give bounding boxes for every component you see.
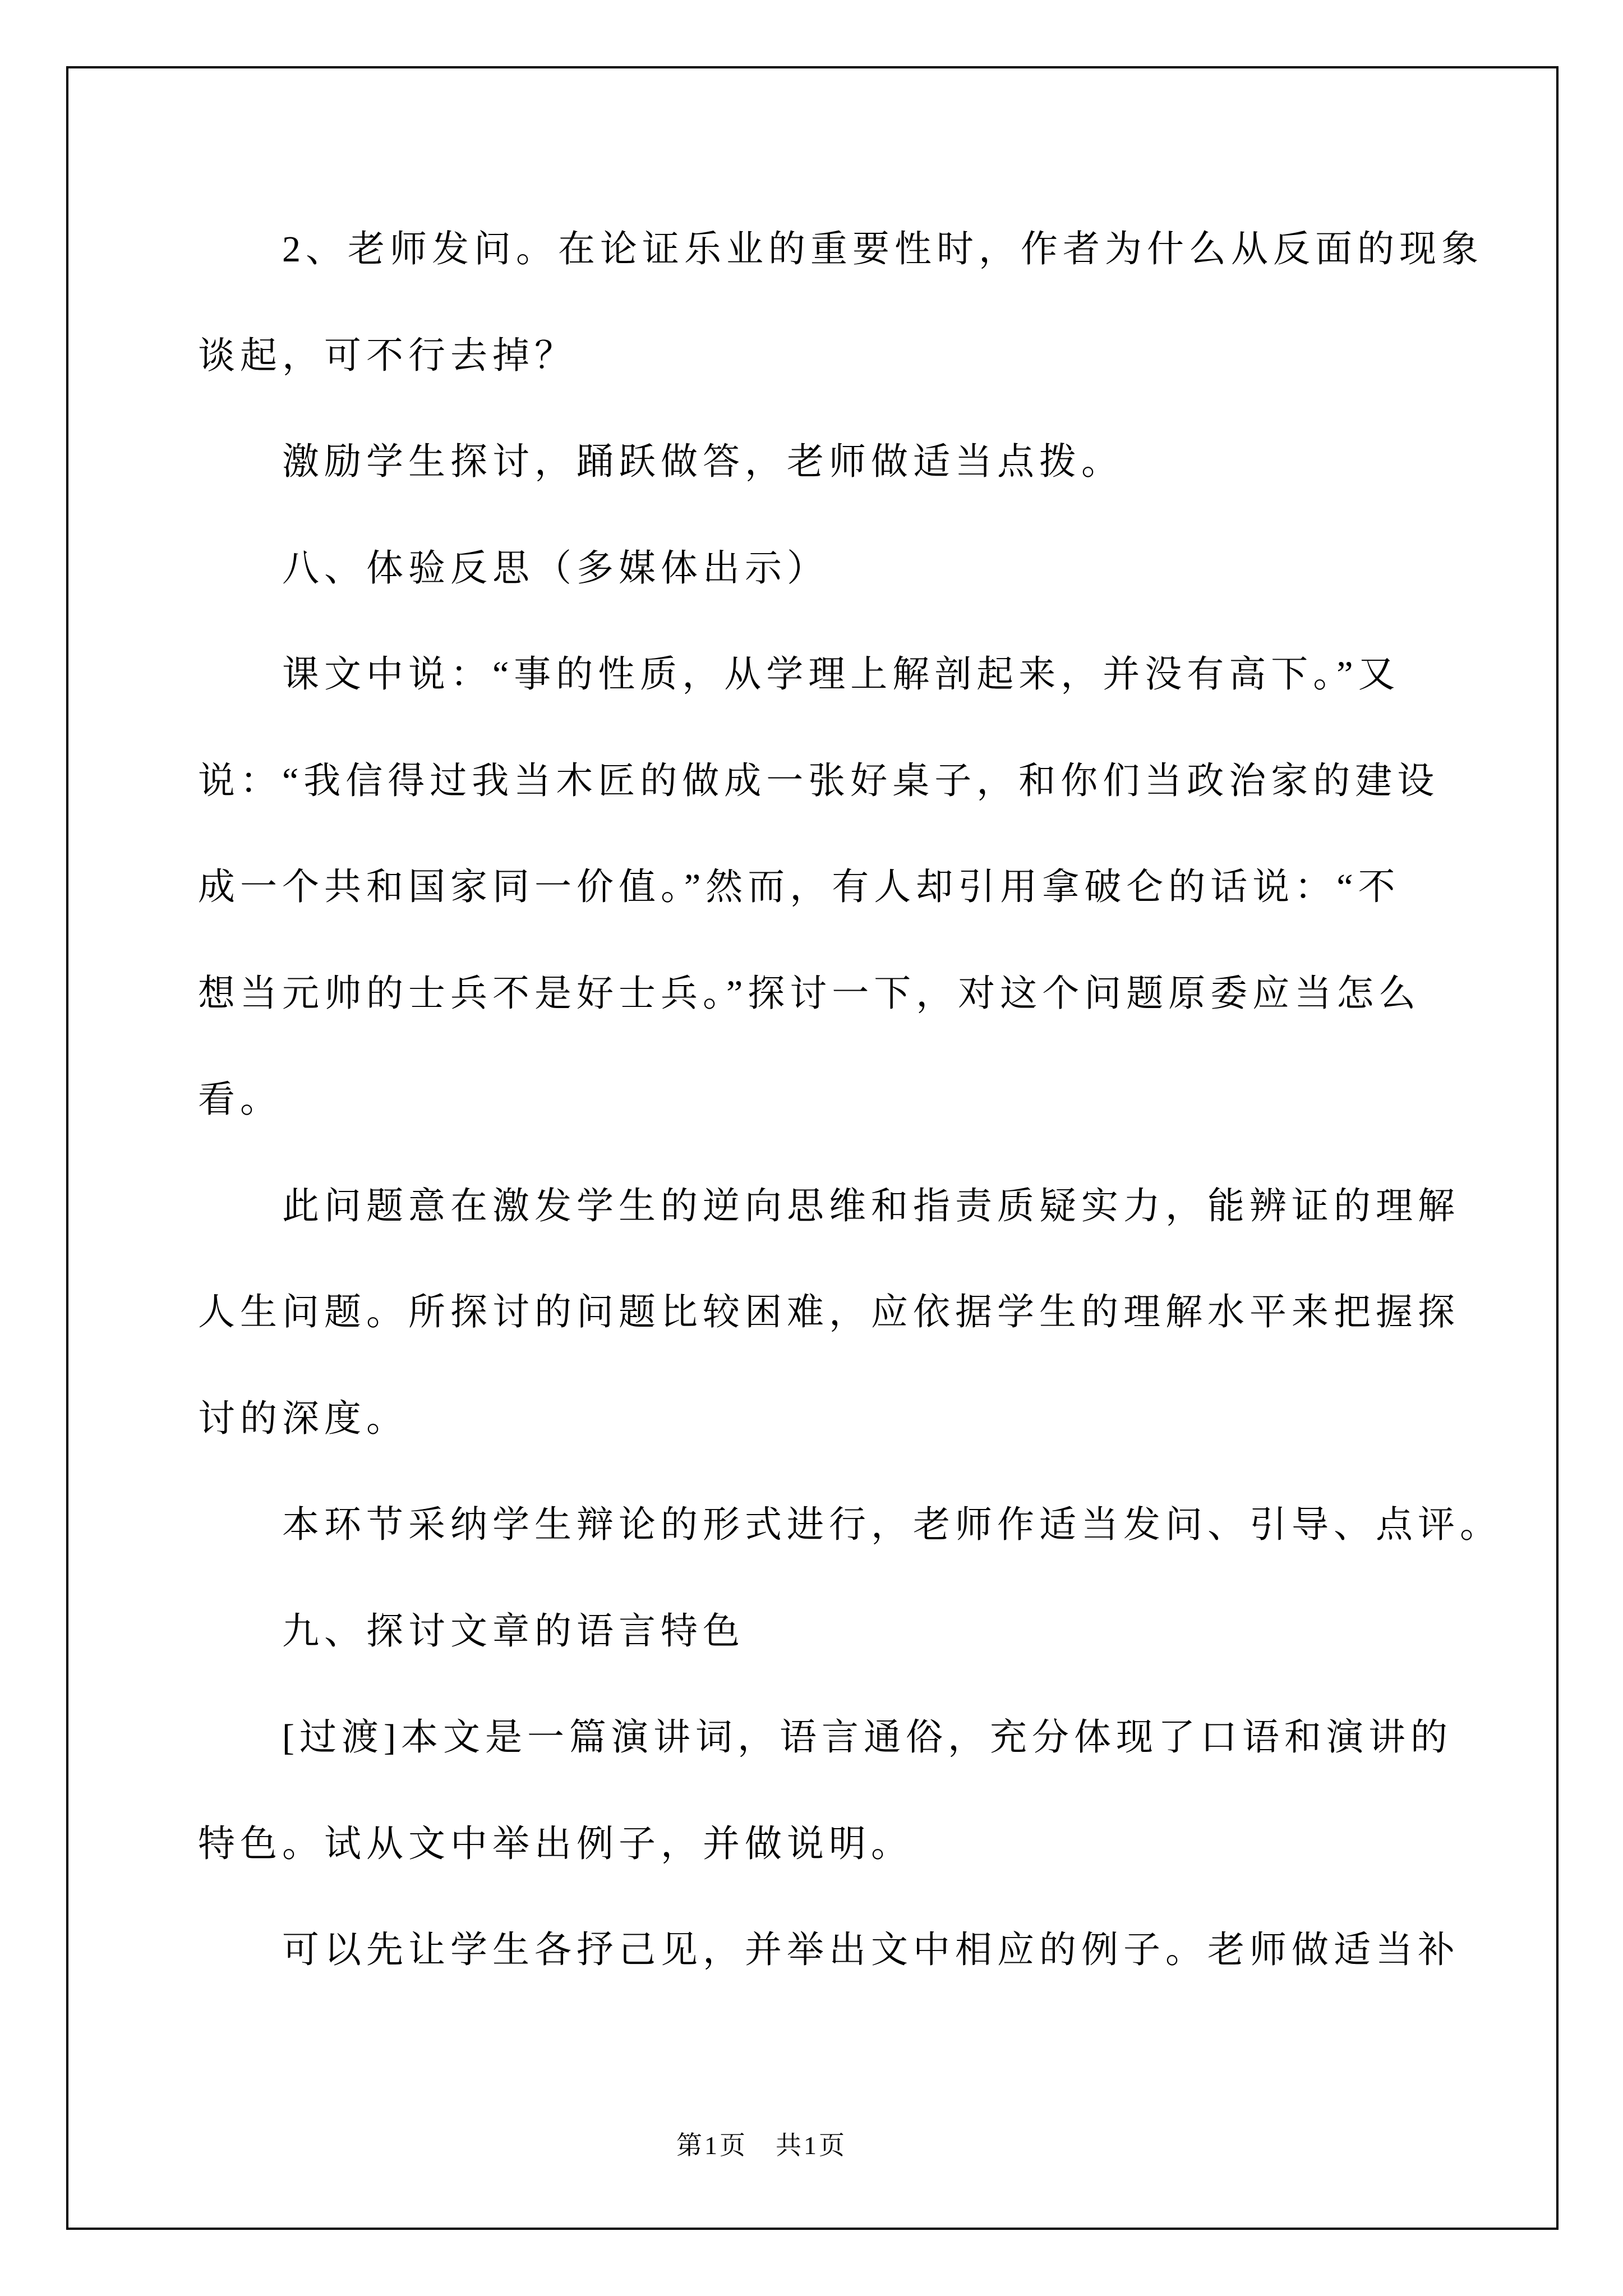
text-line: 特色。试从文中举出例子，并做说明。 (198, 1823, 913, 1865)
text-line: 激励学生探讨，踊跃做答，老师做适当点拨。 (282, 441, 1123, 482)
text-line: 课文中说：“事的性质，从学理上解剖起来，并没有高下。”又 (282, 654, 1400, 695)
text-line: 此问题意在激发学生的逆向思维和指责质疑实力，能辨证的理解 (282, 1185, 1460, 1227)
text-line: 人生问题。所探讨的问题比较困难，应依据学生的理解水平来把握探 (198, 1292, 1460, 1333)
text-line: 看。 (198, 1079, 282, 1120)
text-line: 谈起，可不行去掉？ (198, 335, 577, 376)
text-line: 讨的深度。 (198, 1398, 408, 1439)
text-line: 2、老师发问。在论证乐业的重要性时，作者为什么从反面的现象 (282, 229, 1483, 270)
text-line: 八、体验反思（多媒体出示） (282, 547, 829, 589)
text-line: 成一个共和国家同一价值。”然而，有人却引用拿破仑的话说：“不 (198, 867, 1400, 908)
text-line: 说：“我信得过我当木匠的做成一张好桌子，和你们当政治家的建设 (198, 760, 1440, 802)
text-line: 九、探讨文章的语言特色 (282, 1611, 745, 1652)
text-line: 可以先让学生各抒己见，并举出文中相应的例子。老师做适当补 (282, 1930, 1460, 1971)
text-line: 想当元帅的士兵不是好士兵。”探讨一下，对这个问题原委应当怎么 (198, 973, 1421, 1014)
text-line: [过渡]本文是一篇演讲词，语言通俗，充分体现了口语和演讲的 (282, 1717, 1453, 1758)
page-number-label: 第1页 共1页 (676, 2131, 847, 2160)
page-footer (676, 2125, 847, 2162)
document-body-text (198, 196, 1502, 2004)
text-line: 本环节采纳学生辩论的形式进行，老师作适当发问、引导、点评。 (282, 1504, 1502, 1545)
